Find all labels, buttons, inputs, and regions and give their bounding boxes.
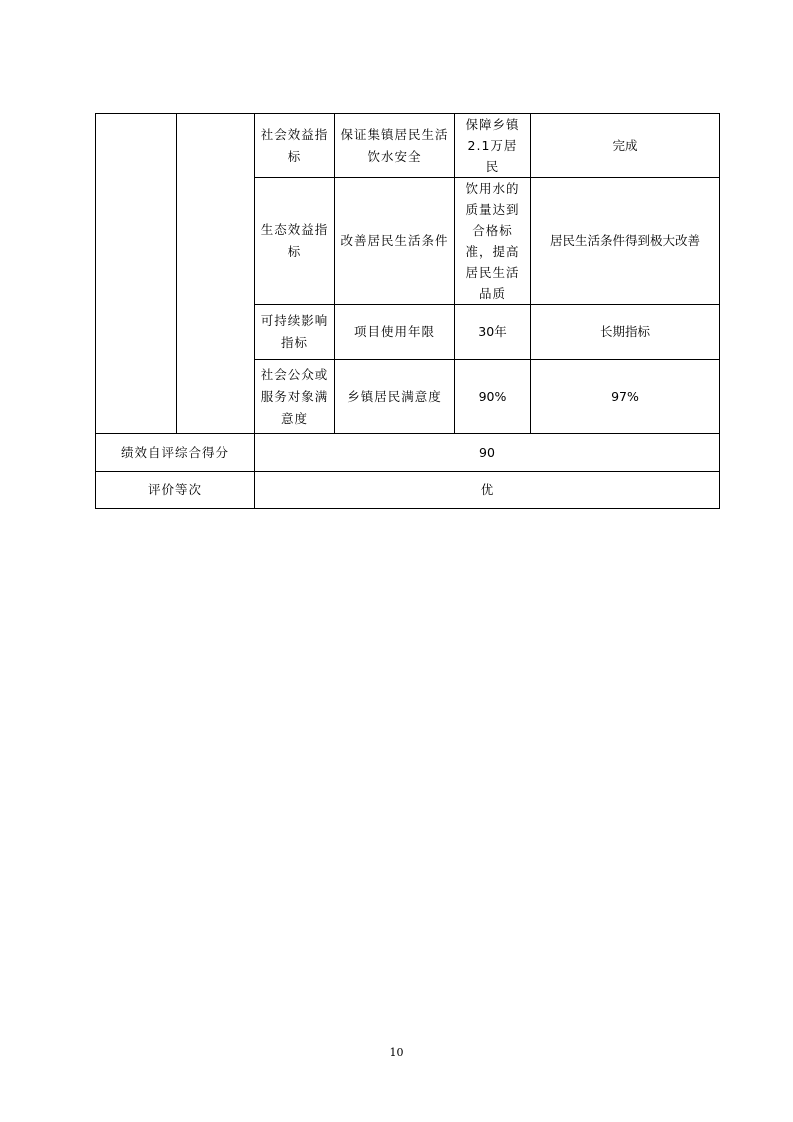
result-cell: 居民生活条件得到极大改善 [531,178,720,305]
content-cell: 乡镇居民满意度 [335,360,455,434]
score-value: 90 [255,434,720,472]
result-cell: 长期指标 [531,305,720,360]
target-cell: 饮用水的质量达到合格标准，提高居民生活品质 [455,178,531,305]
target-cell: 保障乡镇2.1万居民 [455,114,531,178]
indicator-cell: 社会公众或服务对象满意度 [255,360,335,434]
content-cell: 项目使用年限 [335,305,455,360]
empty-merged-cell [177,114,255,434]
grade-label: 评价等次 [96,472,255,509]
result-cell: 完成 [531,114,720,178]
target-cell: 30年 [455,305,531,360]
content-cell: 保证集镇居民生活饮水安全 [335,114,455,178]
target-cell: 90% [455,360,531,434]
table-row [96,114,720,178]
score-label: 绩效自评综合得分 [96,434,255,472]
grade-value: 优 [255,472,720,509]
indicator-cell: 社会效益指标 [255,114,335,178]
result-cell: 97% [531,360,720,434]
table-row [96,472,720,509]
page-number: 10 [389,1046,404,1059]
indicator-cell: 生态效益指标 [255,178,335,305]
indicator-cell: 可持续影响指标 [255,305,335,360]
content-cell: 改善居民生活条件 [335,178,455,305]
empty-merged-cell [96,114,177,434]
performance-table [95,113,720,509]
table-row [96,434,720,472]
